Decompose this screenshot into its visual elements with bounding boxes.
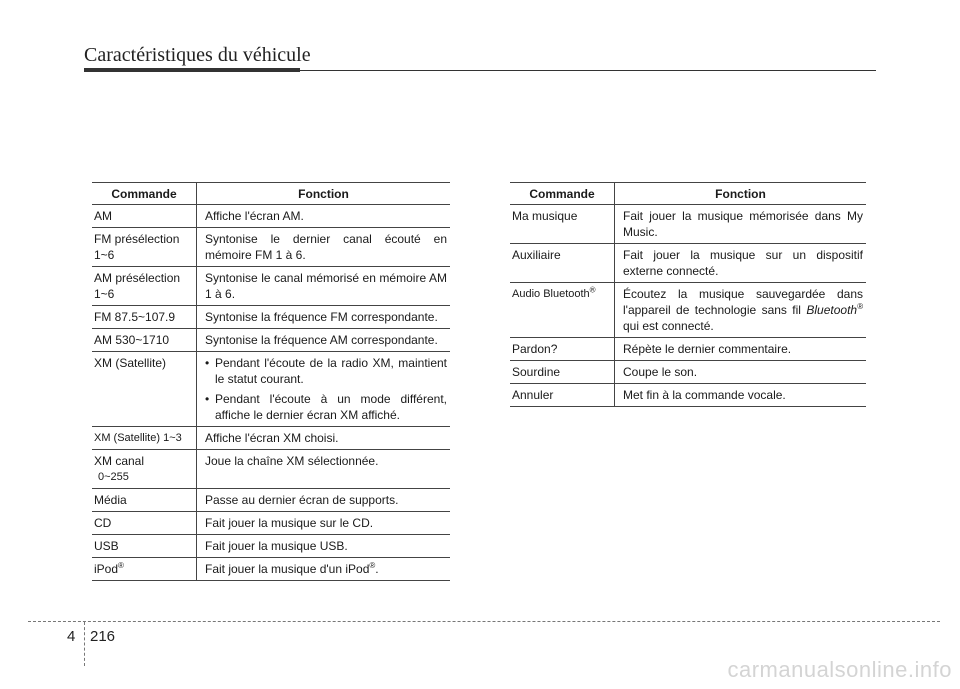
command-range: 1~6	[94, 287, 115, 301]
table-row	[92, 512, 450, 535]
function-cell: Passe au dernier écran de supports.	[197, 489, 451, 512]
registered-mark: ®	[369, 561, 376, 570]
command-cell: Annuler	[510, 384, 615, 407]
function-cell: Met fin à la commande vocale.	[615, 384, 867, 407]
function-cell: Fait jouer la musique sur un dispositif externe connecté.	[615, 244, 867, 283]
registered-mark: ®	[118, 561, 124, 570]
function-text-end: .	[375, 562, 379, 576]
table-row	[92, 489, 450, 512]
function-cell: Affiche l'écran AM.	[197, 205, 451, 228]
table-row	[92, 558, 450, 581]
function-cell: Affiche l'écran XM choisi.	[197, 427, 451, 450]
table-header-row	[510, 183, 866, 205]
table-row	[510, 384, 866, 407]
command-cell	[92, 267, 197, 306]
page-title: Caractéristiques du véhicule	[84, 44, 311, 66]
table-row	[92, 352, 450, 427]
function-cell: Fait jouer la musique USB.	[197, 535, 451, 558]
function-cell: Syntonise la fréquence AM correspondante.	[197, 329, 451, 352]
command-range: 0~255	[98, 471, 129, 483]
function-cell: Syntonise le canal mémorisé en mémoire AM 1 à 6.	[197, 267, 451, 306]
function-cell: Coupe le son.	[615, 361, 867, 384]
bullet-icon: •	[205, 356, 210, 370]
function-cell: Fait jouer la musique sur le CD.	[197, 512, 451, 535]
command-cell	[92, 450, 197, 489]
column-header-command: Commande	[92, 183, 197, 205]
bullet-item	[205, 391, 447, 423]
command-cell: Auxiliaire	[510, 244, 615, 283]
command-cell	[510, 283, 615, 338]
function-cell: Syntonise la fréquence FM correspondante.	[197, 306, 451, 329]
function-cell	[615, 283, 867, 338]
command-cell	[92, 228, 197, 267]
table-row	[92, 535, 450, 558]
column-header-function: Fonction	[615, 183, 867, 205]
table-header-row	[92, 183, 450, 205]
command-text: AM présélection	[94, 271, 181, 285]
footer-dashed-rule	[28, 621, 940, 622]
command-cell: AM	[92, 205, 197, 228]
registered-mark: ®	[857, 302, 863, 311]
function-text: Fait jouer la musique d'un iPod	[205, 562, 370, 576]
column-header-function: Fonction	[197, 183, 451, 205]
bullet-item	[205, 355, 447, 387]
bullet-icon: •	[205, 392, 210, 406]
command-cell	[92, 558, 197, 581]
command-cell: AM 530~1710	[92, 329, 197, 352]
table-row	[510, 338, 866, 361]
function-cell: Syntonise le dernier canal écouté en mémoire FM 1 à 6.	[197, 228, 451, 267]
function-cell: Fait jouer la musique mémorisée dans My Music.	[615, 205, 867, 244]
command-cell: Sourdine	[510, 361, 615, 384]
command-cell: Média	[92, 489, 197, 512]
table-row	[92, 427, 450, 450]
command-cell: XM (Satellite) 1~3	[92, 427, 197, 450]
command-text: XM canal	[94, 454, 145, 468]
table-row	[92, 306, 450, 329]
table-row	[92, 205, 450, 228]
command-cell: XM (Satellite)	[92, 352, 197, 427]
command-cell: CD	[92, 512, 197, 535]
table-row	[510, 361, 866, 384]
function-cell	[197, 558, 451, 581]
command-text: iPod	[94, 562, 119, 576]
voice-command-table-right	[510, 182, 866, 407]
command-text: FM présélection	[94, 232, 180, 246]
bluetooth-word: Bluetooth	[806, 303, 858, 317]
bullet-text: Pendant l'écoute de la radio XM, maintient le statut courant.	[215, 356, 447, 386]
command-cell: Pardon?	[510, 338, 615, 361]
table-row	[510, 205, 866, 244]
header-rule-thin	[300, 70, 876, 71]
function-text: Écoutez la musique sauvegardée dans l'appareil de technologie sans fil	[623, 287, 863, 317]
header-rule-thick	[84, 68, 300, 72]
function-text-end: qui est connecté.	[623, 319, 714, 333]
voice-command-table-left	[92, 182, 450, 581]
table-row	[510, 283, 866, 338]
command-text: Audio Bluetooth	[512, 288, 590, 300]
table-row	[92, 228, 450, 267]
column-header-command: Commande	[510, 183, 615, 205]
chapter-number: 4	[67, 628, 76, 645]
bullet-text: Pendant l'écoute à un mode différent, affiche le dernier écran XM affiché.	[215, 392, 447, 422]
table-row	[92, 329, 450, 352]
command-range: 1~6	[94, 248, 115, 262]
table-row	[510, 244, 866, 283]
table-row	[92, 267, 450, 306]
table-row	[92, 450, 450, 489]
watermark: carmanualsonline.info	[727, 657, 952, 682]
footer-dashed-divider	[84, 622, 85, 666]
command-cell: Ma musique	[510, 205, 615, 244]
command-cell: USB	[92, 535, 197, 558]
function-cell: Joue la chaîne XM sélectionnée.	[197, 450, 451, 489]
function-cell: Répète le dernier commentaire.	[615, 338, 867, 361]
registered-mark: ®	[589, 285, 596, 295]
page-number: 216	[90, 628, 116, 645]
command-cell: FM 87.5~107.9	[92, 306, 197, 329]
function-cell	[197, 352, 451, 427]
